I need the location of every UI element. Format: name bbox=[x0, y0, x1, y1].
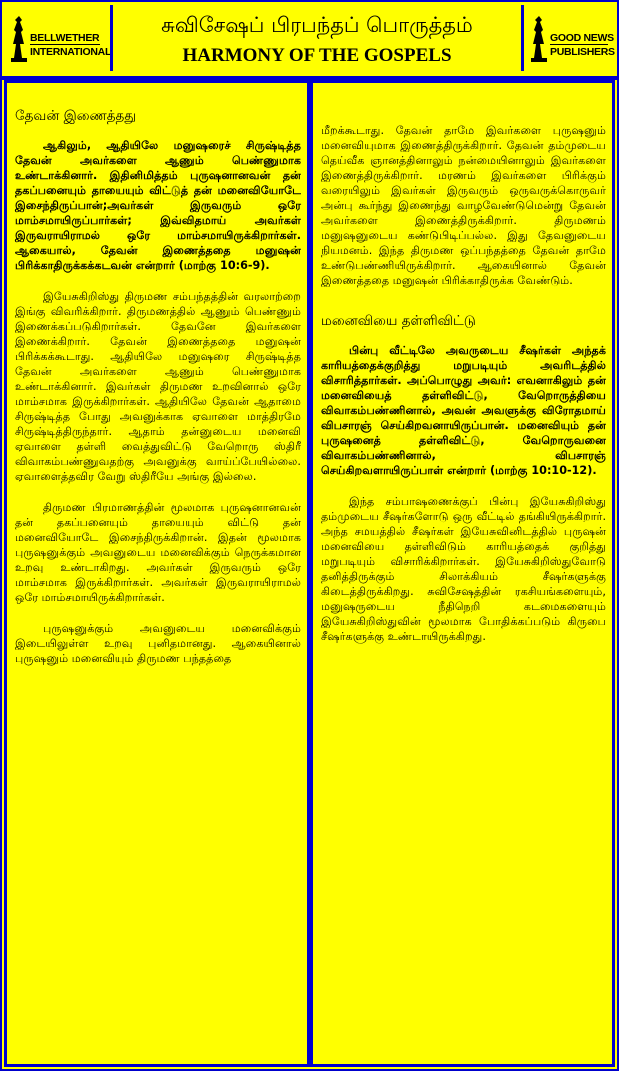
left-paragraph-3: புருஷனுக்கும் அவனுடைய மனைவிக்கும் இடையிலுள்ள உறவு புனிதமானது. ஆகையினால் புருஷனும் மனைவியும் திருமண பந்தத்தை bbox=[15, 622, 301, 665]
left-paragraph-2: திருமண பிரமாணத்தின் மூலமாக புருஷனானவன் தன் தகப்பனையும் தாயையும் விட்டு தன் மனைவியோடே இசைந்திருக்கிறான். இதன் மூலமாக புருஷனுக்கும் அவனுடைய மனைவிக்கும் நெருக்கமான உறவு உண்டாகிறது. அவர்கள் இருவரும் ஒரே மாம்சமாக இருக்கிறார்கள். அவர்கள் இருவராயிராமல் ஒரே மாம்சமாயிருக்கிறார்கள். bbox=[15, 501, 301, 604]
right-column bbox=[310, 80, 615, 1067]
right-paragraph-1: மீறக்கூடாது. தேவன் தாமே இவர்களை புருஷனும் மனைவியுமாக இணைத்திருக்கிறார். தேவன் தம்முடைய தெய்வீக ஞானத்தினாலும் நன்மையினாலும் இவர்களை இணைத்திருக்கிறார். மரணம் இவர்களை பிரிக்கும் வரையிலும் இவர்கள் இருவரும் ஒருவருக்கொருவர் அன்பு கூர்ந்து இணைந்து வாழவேண்டுமென்று தேவன் அவர்களை இணைத்திருக்கிறார். திருமணம் மனுஷனுடைய கண்டுபிடிப்பல்ல. இது தேவனுடைய நியமனம். இந்த திருமண ஒப்பந்தத்தை தேவன் தாமே உண்டுபண்ணியிருக்கிறார். ஆகையினால் தேவன் இணைத்ததை மனுஷன் பிரிக்காதிருக்க வேண்டும். bbox=[321, 124, 606, 287]
bellwether-logo bbox=[8, 10, 112, 68]
page-header bbox=[2, 2, 617, 80]
right-paragraph-2: இந்த சம்பாஷணைக்குப் பின்பு இயேசுகிறிஸ்து தம்முடைய சீஷர்களோடு ஒரு வீட்டில் தங்கியிருக்கிறார். அந்த சமயத்தில் சீஷர்கள் இயேசுவினிடத்தில் புருஷன் மனைவியை தள்ளிவிடும் காரியத்தைக் குறித்து மறுபடியும் விசாரிக்கிறார்கள். இயேசுகிறிஸ்துவோடு தனித்திருக்கும் சிலாக்கியம் சீஷர்களுக்கு கிடைத்திருக்கிறது. சுவிசேஷத்தின் ரகசியங்களையும், மனுஷருடைய நீதிநெறி கடமைகளையும் இயேசுகிறிஸ்துவின் மூலமாக போதிக்கப்படும் கிருபை சீஷர்களுக்கு உண்டாயிருக்கிறது. bbox=[321, 495, 606, 643]
title-box bbox=[110, 5, 524, 71]
left-column bbox=[4, 80, 310, 1067]
title-english: HARMONY OF THE GOSPELS bbox=[182, 45, 452, 66]
good-news-logo bbox=[528, 10, 614, 68]
right-logo-line2: PUBLISHERS bbox=[550, 46, 615, 58]
scripture-quote-mark-10-6-9: ஆகிலும், ஆதியிலே மனுஷரைச் சிருஷ்டித்த தேவன் அவர்களை ஆணும் பெண்ணுமாக உண்டாக்கினார். இதினிமித்தம் புருஷனானவன் தன் தகப்பனையும் தாயையும் விட்டுத் தன் மனைவியோடே இசைந்திருப்பான்;அவர்கள் இருவரும் ஒரே மாம்சமாயிருப்பார்கள்; இவ்விதமாய் அவர்கள் இருவராயிராமல் ஒரே மாம்சமாயிருக்கிறார்கள். ஆகையால், தேவன் இணைத்ததை மனுஷன் பிரிக்காதிருக்கக்கடவன் என்றார் (மாற்கு 10:6-9). bbox=[15, 139, 301, 272]
section-heading-joined: தேவன் இணைத்தது bbox=[15, 108, 137, 124]
bellwether-figure-icon bbox=[10, 14, 28, 64]
left-logo-line2: INTERNATIONAL bbox=[30, 46, 112, 58]
publisher-figure-icon bbox=[530, 14, 548, 64]
title-tamil: சுவிசேஷப் பிரபந்தப் பொருத்தம் bbox=[161, 13, 473, 37]
scripture-quote-mark-10-10-12: பின்பு வீட்டிலே அவருடைய சீஷர்கள் அந்தக் காரியத்தைக்குறித்து மறுபடியும் அவரிடத்தில் விசாரித்தார்கள். அப்பொழுது அவர்: எவனாகிலும் தன் மனைவியைத் தள்ளிவிட்டு, வேறொருத்தியை விவாகம்பண்ணினால், அவன் அவளுக்கு விரோதமாய் விபசாரஞ் செய்கிறவனாயிருப்பான். மனைவியும் தன் புருஷனைத் தள்ளிவிட்டு, வேறொருவனை விவாகம்பண்ணினால், விபசாரஞ் செய்கிறவளாயிருப்பாள் என்றார் (மாற்கு 10:10-12). bbox=[321, 344, 606, 477]
section-heading-divorce: மனைவியை தள்ளிவிட்டு bbox=[321, 313, 476, 329]
left-logo-line1: BELLWETHER bbox=[30, 32, 100, 44]
right-logo-line1: GOOD NEWS bbox=[550, 32, 614, 44]
left-paragraph-1: இயேசுகிறிஸ்து திருமண சம்பந்தத்தின் வரலாற்றை இங்கு விவரிக்கிறார். திருமணத்தில் ஆணும் பெண்ணும் இணைக்கப்படுகிறார்கள். தேவனே இவர்களை இணைக்கிறார். தேவன் இணைத்ததை மனுஷன் பிரிக்கக்கூடாது. ஆதியிலே மனுஷரை சிருஷ்டித்த தேவன் அவர்களை ஆணும் பெண்ணுமாக உண்டாக்கினார். இவர்கள் திருமண உறவினால் ஒரே மாம்சமாக இருக்கிறார்கள். ஆதியிலே தேவன் ஆதாமை சிருஷ்டித்த போது அவனுக்காக ஏவாளை மாத்திரமே சிருஷ்டித்திருந்தார். ஆதாம் தன்னுடைய மனைவி ஏவாளை தள்ளி வைத்துவிட்டு வேறொரு ஸ்திரீ விவாகம்பண்ணுவதற்கு அவனுக்கு வாய்ப்பேயில்லை. ஏவாளைத்தவிர வேறு ஸ்திரீயே அங்கு இல்லை. bbox=[15, 290, 301, 483]
